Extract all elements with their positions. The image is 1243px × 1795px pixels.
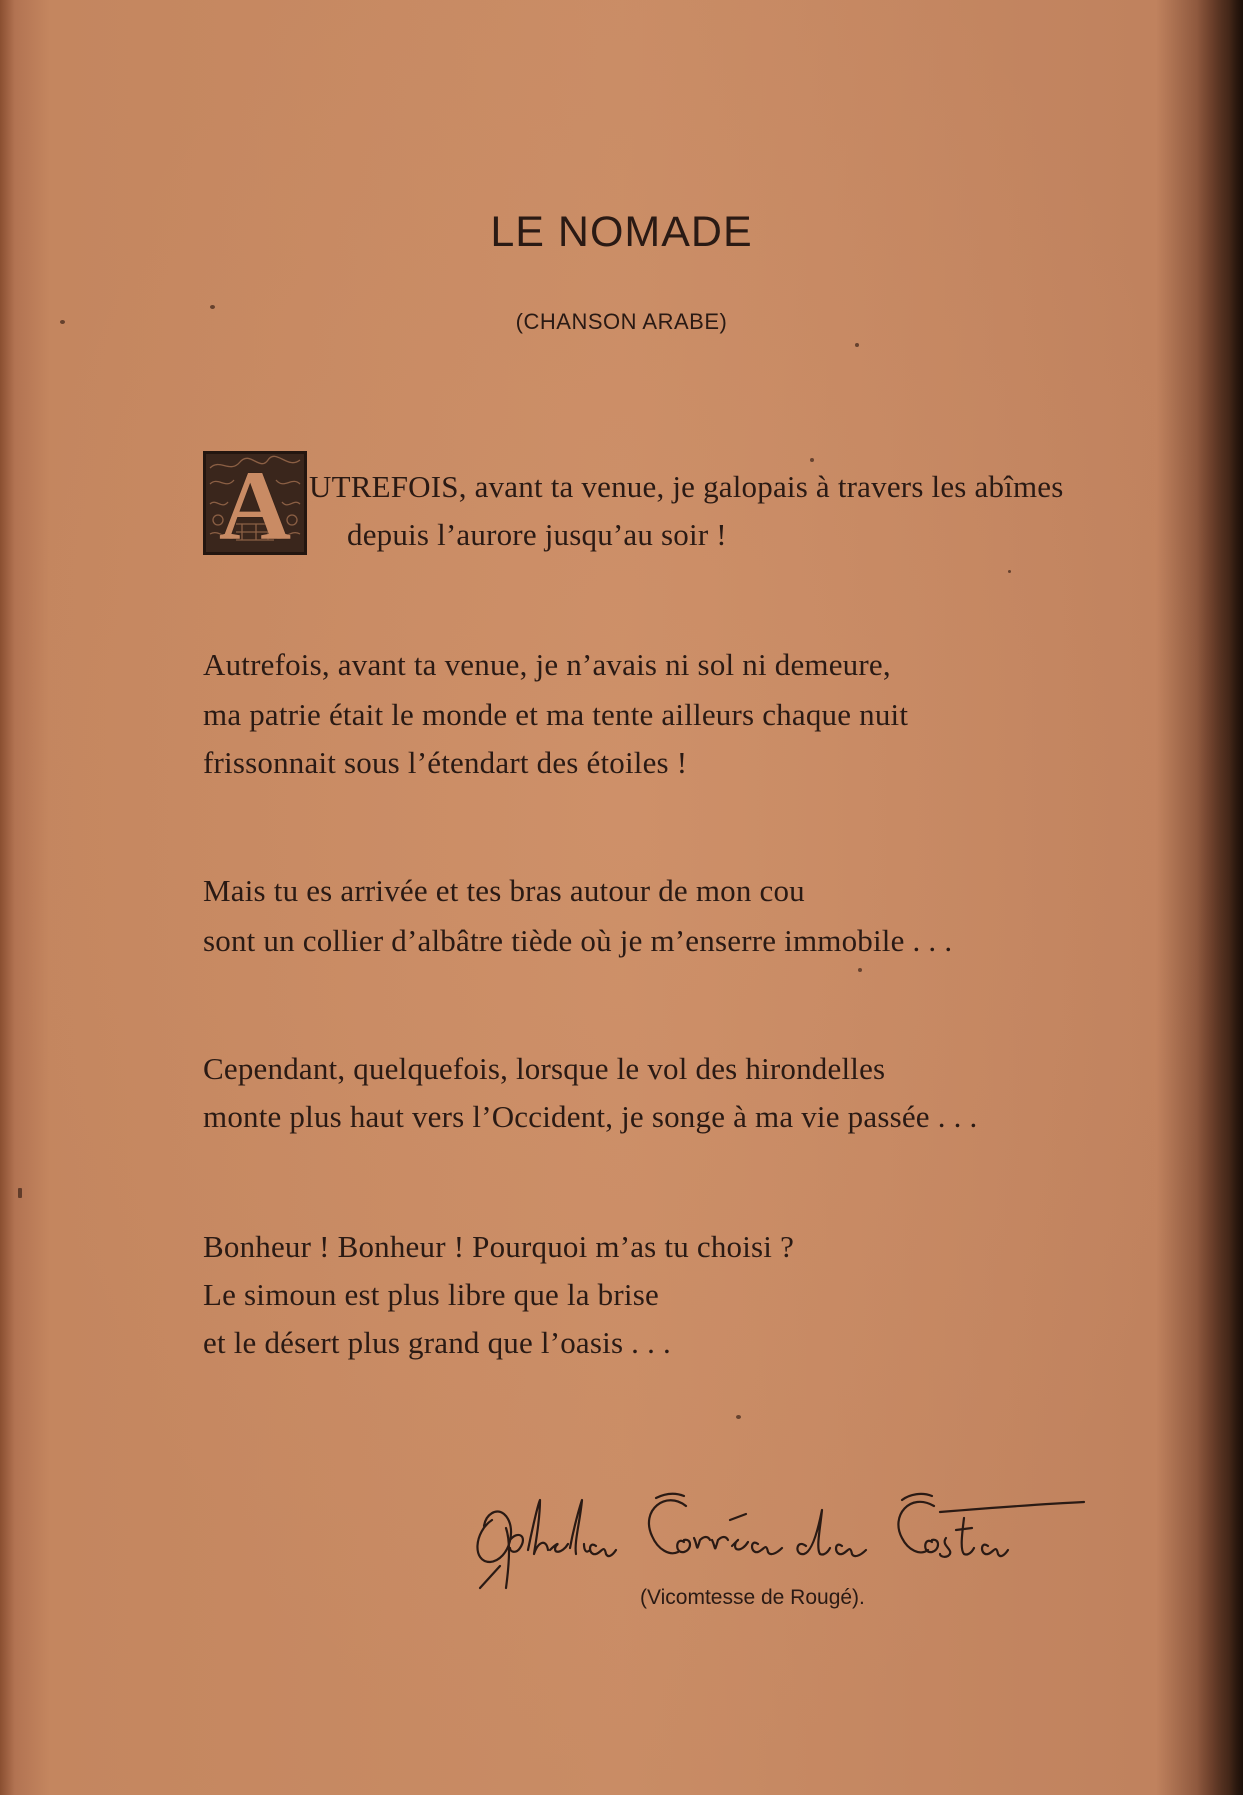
paper-speck <box>18 1188 22 1198</box>
dropcap-letter: A <box>218 451 292 555</box>
page-edge-shadow <box>1197 0 1243 1795</box>
poem-line: depuis l’aurore jusqu’au soir ! <box>347 517 727 552</box>
poem-line: et le désert plus grand que l’oasis . . . <box>203 1325 671 1360</box>
poem-subtitle: (CHANSON ARABE) <box>515 309 728 334</box>
poem-line: sont un collier d’albâtre tiède où je m’enserre immobile . . . <box>203 923 953 958</box>
poem-line: Mais tu es arrivée et tes bras autour de mon cou <box>203 873 805 908</box>
poem-line: frissonnait sous l’étendart des étoiles ! <box>203 745 688 780</box>
paper-speck <box>736 1415 741 1419</box>
paper-speck <box>810 458 814 462</box>
paper-speck <box>855 343 859 347</box>
signature-attribution: (Vicomtesse de Rougé). <box>640 1586 865 1609</box>
poem-line: monte plus haut vers l’Occident, je songe à ma vie passée . . . <box>203 1099 978 1134</box>
poem-line: ma patrie était le monde et ma tente ailleurs chaque nuit <box>203 697 909 732</box>
poem-line: Le simoun est plus libre que la brise <box>203 1277 659 1312</box>
ornamental-dropcap <box>203 451 307 555</box>
poem-line: Cependant, quelquefois, lorsque le vol des hirondelles <box>203 1051 886 1086</box>
poem-line: UTREFOIS, avant ta venue, je galopais à travers les abîmes <box>309 469 1064 504</box>
paper-speck <box>858 968 862 972</box>
poem-line: Bonheur ! Bonheur ! Pourquoi m’as tu choisi ? <box>203 1229 795 1264</box>
handwritten-signature <box>470 1470 1090 1590</box>
poem-line: Autrefois, avant ta venue, je n’avais ni sol ni demeure, <box>203 647 891 682</box>
paper-speck <box>1008 570 1011 573</box>
poem-title: LE NOMADE <box>490 208 753 256</box>
